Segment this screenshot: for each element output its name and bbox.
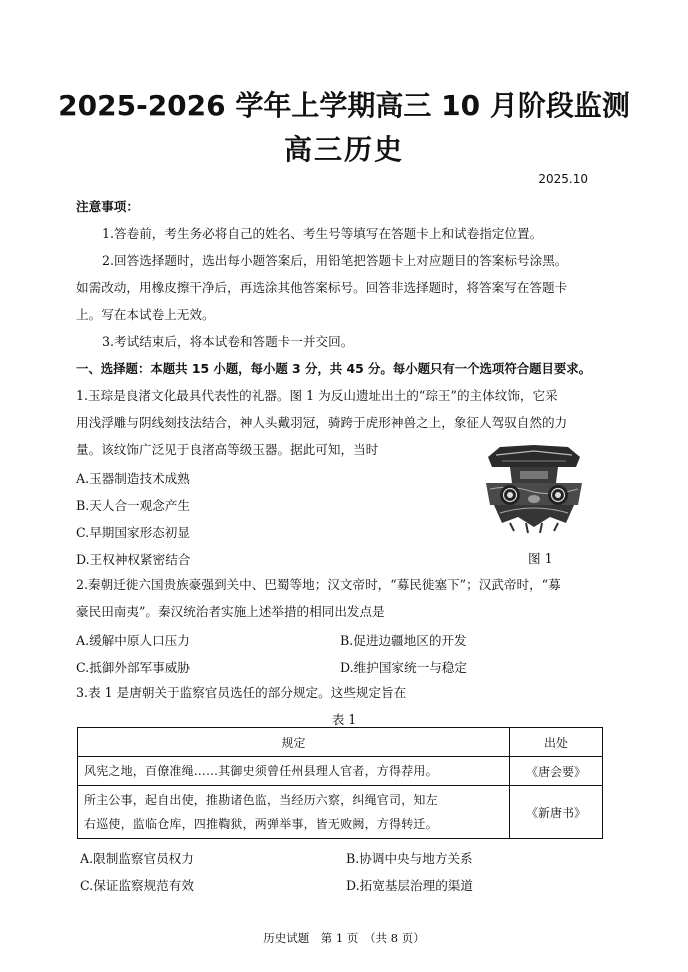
section-heading: 一、选择题：本题共 15 小题，每小题 3 分，共 45 分。每小题只有一个选项符合题目要求。: [76, 361, 592, 376]
q1-option-a: A.玉器制造技术成熟: [76, 471, 190, 486]
q1-option-c: C.早期国家形态初显: [76, 525, 190, 540]
source-cell: 《新唐书》: [510, 786, 603, 839]
exam-subject: 高三历史: [283, 133, 404, 166]
q2-option-c: C.抵御外部军事威胁: [76, 660, 190, 675]
note-item-1: 1.答卷前，考生务必将自己的姓名、考生号等填写在答题卡上和试卷指定位置。: [102, 226, 543, 241]
figure-1-caption: 图 1: [528, 551, 553, 566]
exam-date: 2025.10: [538, 172, 588, 186]
q2-stem: 豪民田南夷”。秦汉统治者实施上述举措的相同出发点是: [76, 604, 385, 619]
q1-option-d: D.王权神权紧密结合: [76, 552, 191, 567]
q2-option-d: D.维护国家统一与稳定: [340, 660, 467, 675]
q1-stem: 用浅浮雕与阴线刻技法结合，神人头戴羽冠，骑跨于虎形神兽之上，象征人驾驭自然的力: [76, 415, 568, 430]
note-item-2-cont: 如需改动，用橡皮擦干净后，再选涂其他答案标号。回答非选择题时，将答案写在答题卡: [76, 280, 568, 295]
rule-cell: 风宪之地，百僚准绳……其御史须曾任州县理人官者，方得荐用。: [78, 757, 510, 786]
q3-option-c: C.保证监察规范有效: [80, 878, 194, 893]
table-row: [78, 786, 603, 839]
table-header-row: [78, 728, 603, 757]
rule-line: 所主公事，起自出使，推勘诸色监，当经历六察，纠绳官司，知左: [84, 793, 438, 807]
q1-option-b: B.天人合一观念产生: [76, 498, 191, 513]
header-rule: 规定: [78, 728, 510, 757]
q2-stem: 2.秦朝迁徙六国贵族豪强到关中、巴蜀等地；汉文帝时，“募民徙塞下”；汉武帝时，“募: [76, 577, 561, 592]
q1-stem: 1.玉琮是良渚文化最具代表性的礼器。图 1 为反山遗址出土的“琮王”的主体纹饰，它采: [76, 388, 558, 403]
note-item-3: 3.考试结束后，将本试卷和答题卡一并交回。: [102, 334, 354, 349]
monitor-rules-table: [77, 727, 603, 839]
note-item-2: 2.回答选择题时，选出每小题答案后，用铅笔把答题卡上对应题目的答案标号涂黑。: [102, 253, 568, 268]
q3-option-b: B.协调中央与地方关系: [346, 851, 473, 866]
source-cell: 《唐会要》: [510, 757, 603, 786]
exam-title: 2025-2026 学年上学期高三 10 月阶段监测: [58, 89, 630, 122]
rule-line: 右巡使，监临仓库，四推鞫狱，两弹举事，皆无败阙，方得转迁。: [84, 817, 438, 831]
table-row: [78, 757, 603, 786]
header-source: 出处: [510, 728, 603, 757]
q3-option-d: D.拓宽基层治理的渠道: [346, 878, 473, 893]
jade-cong-motif-figure: [480, 443, 588, 535]
page-footer: 历史试题 第 1 页 （共 8 页）: [263, 931, 425, 945]
q1-stem: 量。该纹饰广泛见于良渚高等级玉器。据此可知，当时: [76, 442, 379, 457]
rule-cell: [78, 786, 510, 839]
feather-crown: [488, 445, 580, 467]
notes-heading: 注意事项：: [76, 199, 139, 214]
table-1-caption: 表 1: [331, 712, 357, 727]
q3-option-a: A.限制监察官员权力: [80, 851, 194, 866]
q2-option-a: A.缓解中原人口压力: [76, 633, 190, 648]
note-item-2-cont: 上。写在本试卷上无效。: [76, 307, 215, 322]
q2-option-b: B.促进边疆地区的开发: [340, 633, 467, 648]
q3-stem: 3.表 1 是唐朝关于监察官员选任的部分规定。这些规定旨在: [76, 685, 407, 700]
